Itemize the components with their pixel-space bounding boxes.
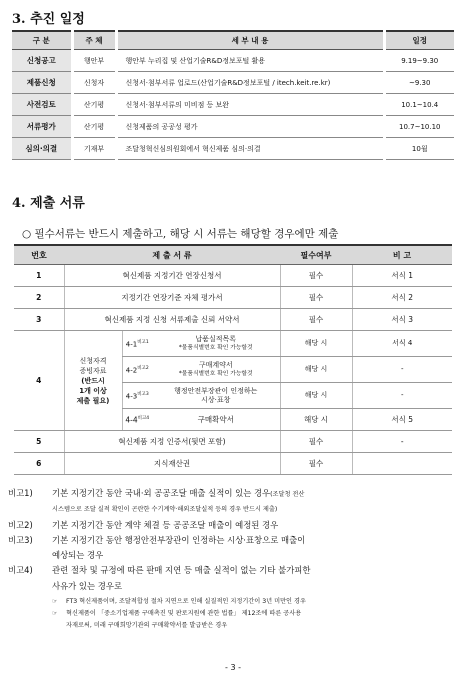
schedule-category: 사전검토	[12, 94, 72, 116]
doc-name: 혁신제품 지정기간 연장신청서	[64, 265, 280, 287]
doc-number: 5	[14, 431, 64, 453]
doc-sub-code-text: 4-1	[125, 340, 138, 349]
remark-4-sub-1	[52, 596, 458, 608]
doc-sub-name	[152, 331, 280, 357]
remark-4	[8, 563, 458, 578]
doc-required: 필수	[280, 287, 352, 309]
remark-sub-text: FT3 혁신제품이며, 조달적합성 절차 지연으로 인해 실질적인 지정기간이 3년 미만인 경우	[66, 598, 306, 606]
doc-note: 서식 1	[352, 265, 452, 287]
section-4-intro: ○ 필수서류는 반드시 제출하고, 해당 시 서류는 해당할 경우에만 제출	[22, 228, 339, 240]
doc-note: -	[352, 383, 452, 409]
pointing-hand-icon: ☞	[52, 598, 58, 606]
doc-group-line: 1개 이상	[79, 386, 107, 395]
doc-sub-code-text: 4-3	[125, 392, 138, 401]
documents-header-row	[14, 245, 452, 265]
table-row	[14, 287, 452, 309]
page-number: - 3 -	[225, 663, 241, 672]
remark-label: 비고1)	[8, 488, 33, 498]
documents-header-required: 필수여부	[280, 245, 352, 265]
schedule-agent: 산기평	[72, 116, 116, 138]
doc-required: 해당 시	[280, 383, 352, 409]
schedule-date: 10.1~10.4	[384, 94, 454, 116]
remark-text: 예상되는 경우	[52, 550, 104, 561]
section-4-title: 4. 제출 서류	[12, 196, 85, 211]
remark-1-continued	[8, 502, 458, 517]
table-row	[14, 331, 452, 357]
remark-4-sub-2	[52, 608, 458, 620]
doc-group-line: 증빙자료	[79, 366, 107, 375]
remark-label: 비고2)	[8, 519, 33, 530]
documents-header-note: 비 고	[352, 245, 452, 265]
remark-label: 비고4)	[8, 565, 33, 576]
doc-number: 2	[14, 287, 64, 309]
doc-group-label	[64, 331, 122, 431]
doc-sub-code-text: 4-4	[125, 415, 138, 425]
schedule-date: 10.7~10.10	[384, 116, 454, 138]
documents-table	[14, 244, 452, 475]
doc-required: 해당 시	[280, 357, 352, 383]
remark-text-main: 기본 지정기간 동안 국내·외 공공조달 매출 실적이 있는 경우	[52, 488, 271, 498]
doc-sub-name-line: *물품식별번호 확인 가능할것	[178, 370, 253, 377]
doc-sub-name-line: 시상·표창	[201, 395, 231, 404]
remark-sub-text: 자재로써, 미래 구매희망기관의 구매확약서를 발급받은 경우	[66, 622, 228, 630]
doc-required: 필수	[280, 431, 352, 453]
doc-note: -	[352, 357, 452, 383]
doc-note: 서식 4	[352, 331, 452, 357]
schedule-category: 제품신청	[12, 72, 72, 94]
schedule-agent: 행안부	[72, 50, 116, 72]
doc-sub-name	[152, 383, 280, 409]
remark-text: 사유가 있는 경우로	[52, 580, 123, 591]
doc-group-line: 신청자격	[79, 356, 107, 365]
doc-note: -	[352, 431, 452, 453]
table-row	[12, 138, 454, 160]
schedule-agent: 신청자	[72, 72, 116, 94]
doc-name: 지정기간 연장기준 자체 평가서	[64, 287, 280, 309]
remark-text-small: 시스템으로 조달 실적 확인이 곤란한 수기계약·해외조달실적 등의 경우 반드시 제출)	[52, 506, 278, 514]
schedule-detail: 신청제품의 공공성 평가	[116, 116, 384, 138]
doc-number: 1	[14, 265, 64, 287]
doc-note: 서식 5	[352, 409, 452, 431]
schedule-date: ~9.30	[384, 72, 454, 94]
table-row	[12, 116, 454, 138]
schedule-header-date: 일정	[384, 31, 454, 50]
schedule-agent: 기재부	[72, 138, 116, 160]
doc-sub-name: 구매확약서	[152, 409, 280, 431]
schedule-header-category: 구 분	[12, 31, 72, 50]
schedule-agent: 산기평	[72, 94, 116, 116]
remark-label: 비고3)	[8, 534, 33, 545]
schedule-date: 9.19~9.30	[384, 50, 454, 72]
table-row	[14, 265, 452, 287]
schedule-detail: 신청서·첨부서류의 미비점 등 보완	[116, 94, 384, 116]
doc-note: 서식 3	[352, 309, 452, 331]
doc-required: 해당 시	[280, 409, 352, 431]
remark-3-continued	[8, 548, 458, 563]
table-row	[14, 309, 452, 331]
doc-name: 혁신제품 지정 신청 서류제출 신뢰 서약서	[64, 309, 280, 331]
schedule-header-detail: 세 부 내 용	[116, 31, 384, 50]
remark-2	[8, 518, 458, 533]
doc-note	[352, 453, 452, 475]
doc-sub-code	[122, 409, 152, 431]
remark-1	[8, 486, 458, 502]
schedule-table	[12, 30, 454, 160]
remark-sub-text: 혁신제품이 「중소기업제품 구매촉진 및 판로지원에 관한 법률」 제12조에 따른 공사용	[66, 610, 302, 618]
remarks	[8, 486, 458, 632]
doc-required: 필수	[280, 309, 352, 331]
doc-sub-code	[122, 383, 152, 409]
schedule-detail: 행안부 누리집 및 산업기술R&D정보포털 활용	[116, 50, 384, 72]
schedule-category: 서류평가	[12, 116, 72, 138]
doc-required: 해당 시	[280, 331, 352, 357]
doc-number: 4	[14, 331, 64, 431]
remark-4-sub-2-continued	[52, 620, 458, 632]
doc-sub-ref: 비고4	[137, 415, 150, 421]
documents-header-no: 번호	[14, 245, 64, 265]
doc-name: 지식재산권	[64, 453, 280, 475]
doc-sub-name-line: 납품실적목록	[195, 334, 237, 343]
table-row	[14, 453, 452, 475]
schedule-category: 신청공고	[12, 50, 72, 72]
table-row	[12, 50, 454, 72]
doc-number: 3	[14, 309, 64, 331]
doc-number: 6	[14, 453, 64, 475]
doc-sub-code-text: 4-2	[125, 366, 138, 375]
doc-required: 필수	[280, 453, 352, 475]
doc-group-line: (반드시	[81, 376, 105, 385]
doc-sub-ref: 비고3	[137, 391, 149, 397]
schedule-detail: 신청서·첨부서류 업로드(산업기술R&D정보포털 / itech.keit.re.kr)	[116, 72, 384, 94]
doc-note: 서식 2	[352, 287, 452, 309]
schedule-header-agent: 주 체	[72, 31, 116, 50]
doc-sub-name	[152, 357, 280, 383]
remark-text-small: (조달청 전산	[270, 491, 305, 498]
doc-sub-ref: 비고1	[137, 339, 149, 345]
doc-sub-name-line: 구매계약서	[198, 360, 233, 369]
doc-group-line: 제출 필요)	[76, 396, 110, 405]
table-row	[14, 431, 452, 453]
doc-sub-code	[122, 331, 152, 357]
remark-4-continued	[8, 579, 458, 594]
doc-name: 혁신제품 지정 인증서(뒷면 포함)	[64, 431, 280, 453]
doc-sub-ref: 비고2	[137, 365, 149, 371]
remark-text: 기본 지정기간 동안 계약 체결 등 공공조달 매출이 예정된 경우	[52, 519, 279, 530]
remark-text	[52, 486, 458, 502]
section-3-title: 3. 추진 일정	[12, 12, 85, 27]
schedule-category: 심의·의결	[12, 138, 72, 160]
schedule-date: 10월	[384, 138, 454, 160]
pointing-hand-icon: ☞	[52, 610, 58, 618]
doc-sub-name-line: 행정안전부장관이 인정하는	[174, 386, 258, 395]
doc-sub-name-line: *물품식별번호 확인 가능할것	[178, 344, 253, 351]
schedule-header-row	[12, 31, 454, 50]
doc-required: 필수	[280, 265, 352, 287]
schedule-detail: 조달청혁신심의원회에서 혁신제품 심의·의결	[116, 138, 384, 160]
remark-3	[8, 533, 458, 548]
doc-sub-code	[122, 357, 152, 383]
remark-text: 기본 지정기간 동안 행정안전부장관이 인정하는 시상·표창으로 매출이	[52, 534, 306, 545]
table-row	[12, 94, 454, 116]
table-row	[12, 72, 454, 94]
remark-text: 관련 절차 및 규정에 따른 판매 지연 등 매출 실적이 없는 기타 불가피한	[52, 565, 311, 576]
documents-header-name: 제 출 서 류	[64, 245, 280, 265]
